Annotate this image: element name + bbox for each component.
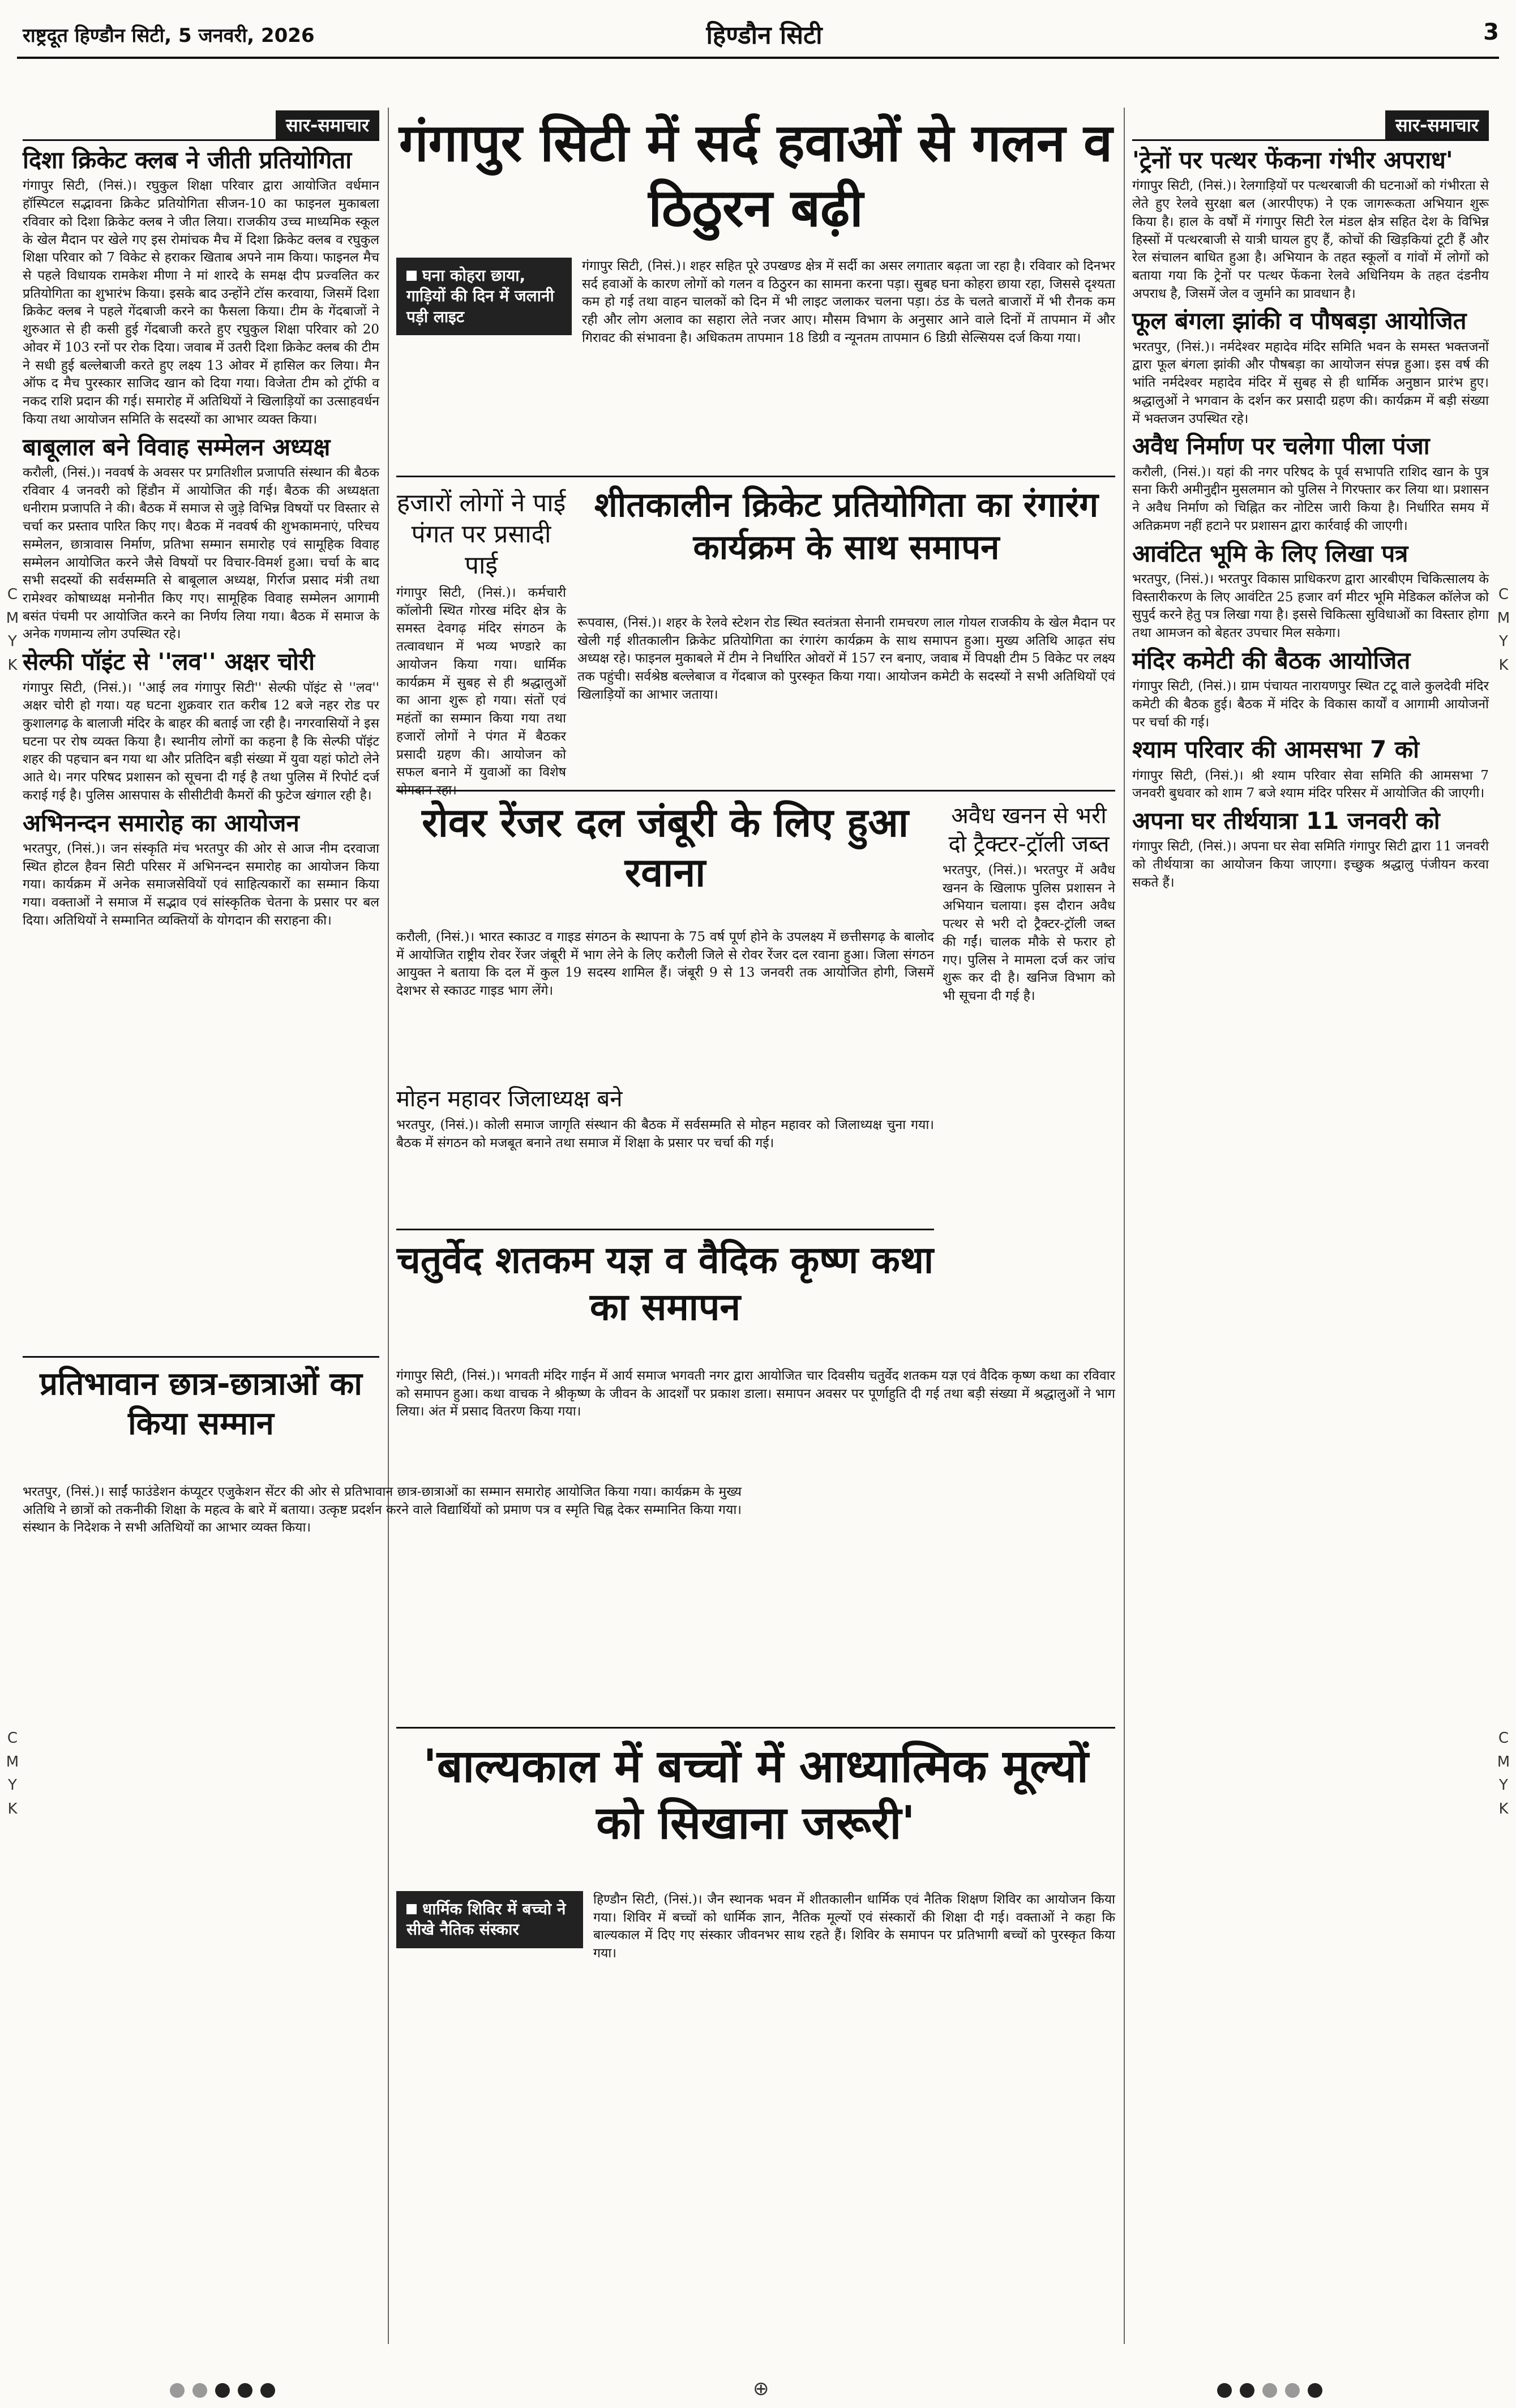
news-body: गंगापुर सिटी, (निसं.)। ग्राम पंचायत नारायणपुर स्थित टटू वाले कुलदेवी मंदिर कमेटी की बैठक हुई। बैठक में मंदिर के विकास कार्यों व आगामी आयोजनों पर चर्चा की गई। bbox=[1132, 679, 1489, 730]
news-headline: रोवर रेंजर दल जंबूरी के लिए हुआ रवाना bbox=[422, 799, 909, 896]
students-story bbox=[23, 1483, 742, 1721]
left-news-column bbox=[23, 110, 379, 1345]
feature-story-header bbox=[396, 1738, 1115, 1880]
news-headline: श्याम परिवार की आमसभा 7 को bbox=[1132, 735, 1419, 764]
column-divider-left bbox=[388, 108, 389, 2344]
news-headline: अभिनन्दन समारोह का आयोजन bbox=[23, 809, 299, 837]
news-headline: 'बाल्यकाल में बच्चों में आध्यात्मिक मूल्यों को सिखाना जरूरी' bbox=[423, 1740, 1089, 1849]
news-body: गंगापुर सिटी, (निसं.)। शहर सहित पूरे उपखण्ड क्षेत्र में सर्दी का असर लगातार बढ़ता जा रहा है। रविवार को दिनभर सर्द हवाओं के कारण लोगों को गलन व ठिठुरन का सामना करना पड़ा। सुबह घना कोहरा छाया रहा, जिससे दृश्यता कम हो गई तथा वाहन चालकों को दिन में भी लाइट जलाकर चलना पड़ा। ठंड के चलते बाजारों में भी रौनक कम रही और लोग अलाव का सहारा लेते नजर आए। मौसम विभाग के अनुसार आने वाले दिनों में तापमान में और गिरावट की संभावना है। अधिकतम तापमान 18 डिग्री व न्यूनतम तापमान 6 डिग्री सेल्सियस दर्ज किया गया। bbox=[582, 259, 1115, 345]
news-body: गंगापुर सिटी, (निसं.)। रघुकुल शिक्षा परिवार द्वारा आयोजित वर्धमान हॉस्पिटल सद्भावना क्रिकेट प्रतियोगिता सीजन-10 का फाइनल मुकाबला रविवार को दिशा क्रिकेट क्लब ने जीत लिया। राजकीय उच्च माध्यमिक स्कूल के खेल मैदान पर खेले गए इस रोमांचक मैच में दिशा क्रिकेट क्लब व रघुकुल शिक्षा परिवार को 7 विकेट से हराकर खिताब अपने नाम किया। फाइनल मैच से पहले विधायक रामकेश मीणा ने मां शारदे के समक्ष दीप प्रज्वलित कर प्रतियोगिता का शुभारंभ किया। इसके बाद उन्होंने टॉस करवाया, जिसमें दिशा क्रिकेट क्लब ने पहले गेंदबाजी करने का फैसला किया। टीम के गेंदबाजों ने शुरुआत से ही कसी हुई गेंदबाजी करते हुए रघुकुल शिक्षा परिवार को 20 ओवर में 103 रनों पर रोक दिया। जवाब में उतरी दिशा क्रिकेट क्लब की टीम ने सधी हुई बल्लेबाजी करते हुए लक्ष्य 13 ओवर में हासिल कर लिया। मैन ऑफ द मैच पुरस्कार साजिद खान को दिया गया। विजेता टीम को ट्रॉफी व नकद राशि प्रदान की गई। समारोह में अतिथियों ने खिलाड़ियों का उत्साहवर्धन किया तथा आयोजन समिति के सदस्यों का आभार व्यक्त किया। bbox=[23, 178, 379, 427]
mahavar-story bbox=[396, 1081, 934, 1223]
print-registration-mark: C M Y K bbox=[1497, 586, 1510, 674]
rule bbox=[396, 790, 1115, 792]
pull-quote-column bbox=[396, 484, 566, 798]
right-news-column bbox=[1132, 110, 1489, 2341]
lead-headline: गंगापुर सिटी में सर्द हवाओं से गलन व ठिठुरन बढ़ी bbox=[399, 113, 1113, 238]
highlight-box: घना कोहरा छाया, गाड़ियों की दिन में जलानी पड़ी लाइट bbox=[396, 258, 572, 335]
page-section-title: हिण्डौन सिटी bbox=[706, 21, 823, 50]
cricket-story bbox=[577, 614, 1115, 784]
news-body: भरतपुर, (निसं.)। साईं फाउंडेशन कंप्यूटर एजुकेशन सेंटर की ओर से प्रतिभावान छात्र-छात्राओं का सम्मान समारोह आयोजित किया गया। कार्यक्रम के मुख्य अतिथि ने छात्रों को तकनीकी शिक्षा के महत्व के बारे में बताया। उत्कृष्ट प्रदर्शन करने वाले विद्यार्थियों को प्रमाण पत्र व स्मृति चिह्न देकर सम्मानित किया गया। संस्थान के निदेशक ने सभी अतिथियों का आभार व्यक्त किया। bbox=[23, 1485, 742, 1536]
news-headline: चतुर्वेद शतकम यज्ञ व वैदिक कृष्ण कथा का समापन bbox=[396, 1238, 934, 1329]
rule bbox=[396, 1727, 1115, 1729]
lead-story bbox=[396, 258, 1115, 473]
page-number: 3 bbox=[1483, 19, 1499, 45]
dateline: राष्ट्रदूत हिण्डौन सिटी, 5 जनवरी, 2026 bbox=[23, 24, 315, 47]
rule bbox=[396, 1229, 934, 1230]
lead-story-header bbox=[396, 110, 1115, 252]
news-headline: फूल बंगला झांकी व पौषबड़ा आयोजित bbox=[1132, 307, 1467, 335]
color-registration-dots bbox=[1217, 2383, 1322, 2398]
pull-quote: हजारों लोगों ने पाई पंगत पर प्रसादी पाई bbox=[396, 489, 566, 580]
pull-quote: मोहन महावर जिलाध्यक्ष बने bbox=[396, 1086, 623, 1112]
cricket-story-header bbox=[577, 484, 1115, 609]
section-label: सार-समाचार bbox=[1385, 110, 1489, 139]
news-body: हिण्डौन सिटी, (निसं.)। जैन स्थानक भवन में शीतकालीन धार्मिक एवं नैतिक शिक्षण शिविर का आयोजन किया गया। शिविर में बच्चों को धार्मिक ज्ञान, नैतिक मूल्यों एवं संस्कारों की शिक्षा दी गई। वक्ताओं ने कहा कि बाल्यकाल में दिए गए संस्कार जीवनभर साथ रहते हैं। शिविर के समापन पर प्रतिभागी बच्चों को पुरस्कृत किया गया। bbox=[593, 1892, 1115, 1961]
news-headline: अपना घर तीर्थयात्रा 11 जनवरी को bbox=[1132, 807, 1440, 835]
highlight-box: धार्मिक शिविर में बच्चो ने सीखे नैतिक संस्कार bbox=[396, 1891, 583, 1948]
page-header bbox=[0, 0, 1516, 62]
print-registration-mark: C M Y K bbox=[6, 586, 19, 674]
rover-story-header bbox=[396, 798, 934, 923]
news-headline: सेल्फी पॉइंट से ''लव'' अक्षर चोरी bbox=[23, 648, 315, 676]
news-body: गंगापुर सिटी, (निसं.)। कर्मचारी कॉलोनी स्थित गोरख मंदिर क्षेत्र के समस्त देवगढ़ मंदिर संगठन के तत्वावधान में भव्य भण्डारे का आयोजन किया गया। धार्मिक कार्यक्रम में सुबह से ही श्रद्धालुओं का आना शुरू हो गया। संतों एवं महंतों का सम्मान किया गया तथा हजारों लोगों ने पंगत में बैठकर प्रसादी ग्रहण की। आयोजन को सफल बनाने में युवाओं का विशेष योगदान रहा। bbox=[396, 585, 566, 798]
students-story-header bbox=[23, 1365, 379, 1478]
news-headline: आवंटित भूमि के लिए लिखा पत्र bbox=[1132, 539, 1408, 567]
news-body: भरतपुर, (निसं.)। नर्मदेश्वर महादेव मंदिर समिति भवन के समस्त भक्तजनों द्वारा फूल बंगला झांकी और पौषबड़ा का आयोजन संपन्न हुआ। इस वर्ष की भांति नर्मदेश्वर महादेव मंदिर में सुबह से ही धार्मिक अनुष्ठान प्रारंभ हुए। श्रद्धालुओं ने भगवान के दर्शन कर प्रसादी ग्रहण की। कार्यक्रम में बड़ी संख्या में भक्तजन उपस्थित रहे। bbox=[1132, 339, 1489, 426]
news-headline: दिशा क्रिकेट क्लब ने जीती प्रतियोगिता bbox=[23, 146, 352, 174]
news-headline: 'ट्रेनों पर पत्थर फेंकना गंभीर अपराध' bbox=[1132, 146, 1453, 174]
news-headline: अवैध निर्माण पर चलेगा पीला पंजा bbox=[1132, 432, 1430, 460]
news-body: गंगापुर सिटी, (निसं.)। श्री श्याम परिवार सेवा समिति की आमसभा 7 जनवरी बुधवार को शाम 7 बजे श्याम मंदिर परिसर में आयोजित की जाएगी। bbox=[1132, 768, 1489, 801]
rule bbox=[396, 476, 1115, 477]
news-body: गंगापुर सिटी, (निसं.)। रेलगाड़ियों पर पत्थरबाजी की घटनाओं को गंभीरता से लेते हुए रेलवे सुरक्षा बल (आरपीएफ) ने एक जागरूकता अभियान शुरू किया है। हाल के वर्षों में गंगापुर सिटी रेल मंडल क्षेत्र सहित देश के विभिन्न हिस्सों में पत्थरबाजी से यात्री घायल हुए हैं, कोचों की खिड़कियां टूटी हैं और रेल संचालन बाधित हुआ है। अभियान के तहत स्कूलों व गांवों में लोगों को बताया गया कि ट्रेनों पर पत्थर फेंकना रेलवे अधिनियम के तहत दंडनीय अपराध है, जिसमें जेल व जुर्माने का प्रावधान है। bbox=[1132, 178, 1489, 301]
feature-story bbox=[396, 1891, 1115, 2333]
news-body: भरतपुर, (निसं.)। कोली समाज जागृति संस्थान की बैठक में सर्वसम्मति से मोहन महावर को जिलाध्यक्ष चुना गया। बैठक में संगठन को मजबूत बनाने तथा समाज में शिक्षा के प्रसार पर चर्चा की गई। bbox=[396, 1118, 934, 1150]
news-headline: बाबूलाल बने विवाह सम्मेलन अध्यक्ष bbox=[23, 433, 331, 461]
print-registration-mark: C M Y K bbox=[1497, 1730, 1510, 1817]
news-headline: प्रतिभावान छात्र-छात्राओं का किया सम्मान bbox=[40, 1366, 362, 1442]
news-body: गंगापुर सिटी, (निसं.)। भगवती मंदिर गाईन में आर्य समाज भगवती नगर द्वारा आयोजित चार दिवसीय चतुर्वेद शतकम यज्ञ एवं वैदिक कृष्ण कथा का रविवार को समापन हुआ। कथा वाचक ने श्रीकृष्ण के जीवन के आदर्शों पर प्रकाश डाला। समापन अवसर पर पूर्णाहुति दी गई तथा बड़ी संख्या में श्रद्धालुओं ने भाग लिया। अंत में प्रसाद वितरण किया गया। bbox=[396, 1368, 1115, 1419]
news-body: करौली, (निसं.)। भारत स्काउट व गाइड संगठन के स्थापना के 75 वर्ष पूर्ण होने के उपलक्ष्य में छत्तीसगढ़ के बालोद में आयोजित राष्ट्रीय रोवर रेंजर जंबूरी में भाग लेने के लिए करौली जिले से रोवर रेंजर दल रवाना हुआ। जिला संगठन आयुक्त ने बताया कि दल में कुल 19 सदस्य शामिल हैं। जंबूरी 9 से 13 जनवरी तक आयोजित होगी, जिसमें देशभर से स्काउट गाइड भाग लेंगे। bbox=[396, 930, 934, 999]
header-rule bbox=[17, 57, 1499, 59]
mining-story bbox=[943, 798, 1115, 1393]
pull-quote: अवैध खनन से भरी दो ट्रैक्टर-ट्रॉली जब्त bbox=[948, 803, 1110, 857]
news-body: रूपवास, (निसं.)। शहर के रेलवे स्टेशन रोड स्थित स्वतंत्रता सेनानी रामचरण लाल गोयल राजकीय के खेल मैदान पर खेली गई शीतकालीन क्रिकेट प्रतियोगिता का रंगारंग कार्यक्रम के साथ समापन हुआ। मुख्य अतिथि आढ़त संघ अध्यक्ष रहे। फाइनल मुकाबले में टीम ने निर्धारित ओवरों में 157 रन बनाए, जवाब में विपक्षी टीम 5 विकेट पर लक्ष्य तक पहुंची। सर्वश्रेष्ठ बल्लेबाज व गेंदबाज को पुरस्कृत किया गया। आयोजन कमेटी के सदस्यों ने सभी अतिथियों एवं खिलाड़ियों का आभार जताया। bbox=[577, 615, 1115, 702]
news-body: भरतपुर, (निसं.)। भरतपुर में अवैध खनन के खिलाफ पुलिस प्रशासन ने अभियान चलाया। इस दौरान अवैध पत्थर से भरी दो ट्रैक्टर-ट्रॉली जब्त की गईं। चालक मौके से फरार हो गए। पुलिस ने मामला दर्ज कर जांच शुरू कर दी है। खनिज विभाग को भी सूचना दी गई है। bbox=[943, 863, 1115, 1004]
section-label: सार-समाचार bbox=[276, 110, 379, 139]
news-body: करौली, (निसं.)। नववर्ष के अवसर पर प्रगतिशील प्रजापति संस्थान की बैठक रविवार 4 जनवरी को हिंडौन में आयोजित की गई। बैठक की अध्यक्षता धनीराम प्रजापति ने की। बैठक में समाज से जुड़े विभिन्न विषयों पर विस्तार से चर्चा कर प्रस्ताव पारित किए गए। बैठक में नववर्ष की शुभकामनाएं, परिचय सम्मेलन, छात्रावास निर्माण, प्रतिभा सम्मान समारोह एवं सामूहिक विवाह सम्मेलन आयोजित करने जैसे विषयों पर विचार-विमर्श हुआ। चर्चा के बाद सभी सदस्यों की सर्वसम्मति से बाबूलाल अध्यक्ष, गिर्राज प्रसाद मंत्री तथा रामेश्वर कोषाध्यक्ष मनोनीत किए गए। सामूहिक विवाह सम्मेलन आगामी बसंत पंचमी पर आयोजित करने का निर्णय लिया गया। बैठक में समाज के अनेक गणमान्य लोग उपस्थित रहे। bbox=[23, 465, 379, 642]
crosshair-mark: ⊕ bbox=[753, 2377, 769, 2400]
news-body: भरतपुर, (निसं.)। भरतपुर विकास प्राधिकरण द्वारा आरबीएम चिकित्सालय के विस्तारीकरण के लिए आवंटित 25 हजार वर्ग मीटर भूमि मेडिकल कॉलेज को सुपुर्द करने हेतु पत्र लिखा गया है। इससे चिकित्सा सुविधाओं का विस्तार होगा तथा आमजन को बेहतर उपचार मिल सकेगा। bbox=[1132, 571, 1489, 641]
news-body: गंगापुर सिटी, (निसं.)। अपना घर सेवा समिति गंगापुर सिटी द्वारा 11 जनवरी को तीर्थयात्रा का आयोजन किया जाएगा। इच्छुक श्रद्धालु पंजीयन करवा सकते हैं। bbox=[1132, 839, 1489, 890]
rule bbox=[23, 1356, 379, 1358]
news-body: करौली, (निसं.)। यहां की नगर परिषद के पूर्व सभापति राशिद खान के पुत्र सना किरी अमीनुद्दीन मुसलमान को पुलिस ने गिरफ्तार कर लिया था। प्रशासन ने अवैध निर्माण को चिह्नित कर नोटिस जारी किया है। निर्धारित समय में अतिक्रमण नहीं हटाने पर प्रशासन द्वारा कार्रवाई की जाएगी। bbox=[1132, 464, 1489, 533]
column-divider-right bbox=[1124, 108, 1125, 2344]
print-registration-mark: C M Y K bbox=[6, 1730, 19, 1817]
rover-story bbox=[396, 929, 934, 1076]
color-registration-dots bbox=[170, 2383, 275, 2398]
news-headline: शीतकालीन क्रिकेट प्रतियोगिता का रंगारंग कार्यक्रम के साथ समापन bbox=[594, 485, 1099, 567]
news-body: भरतपुर, (निसं.)। जन संस्कृति मंच भरतपुर की ओर से आज नीम दरवाजा स्थित होटल हैवन सिटी परिसर में अभिनन्दन समारोह का आयोजन किया गया। कार्यक्रम में अनेक समाजसेवियों एवं साहित्यकारों का सम्मान किया गया। वक्ताओं ने समाज में सद्भाव एवं सांस्कृतिक चेतना के प्रसार पर बल दिया। अतिथियों ने सम्मानित व्यक्तियों के योगदान की सराहना की। bbox=[23, 841, 379, 928]
yagya-story-header bbox=[396, 1237, 934, 1362]
news-headline: मंदिर कमेटी की बैठक आयोजित bbox=[1132, 646, 1411, 674]
news-body: गंगापुर सिटी, (निसं.)। ''आई लव गंगापुर सिटी'' सेल्फी पॉइंट से ''लव'' अक्षर चोरी हो गया। यह घटना शुक्रवार रात करीब 12 बजे नहर रोड पर कुशालगढ़ के बालाजी मंदिर के बाहर की बताई जा रही है। नगरवासियों ने इस घटना पर रोष व्यक्त किया है। स्थानीय लोगों का कहना है कि सेल्फी पॉइंट शहर की पहचान बन गया था और प्रतिदिन बड़ी संख्या में युवा यहां फोटो लेने आते थे। नगर परिषद प्रशासन को सूचना दी गई है तथा पुलिस में रिपोर्ट दर्ज कराई गई है। पुलिस आसपास के सीसीटीवी कैमरों की फुटेज खंगाल रही है। bbox=[23, 680, 379, 803]
